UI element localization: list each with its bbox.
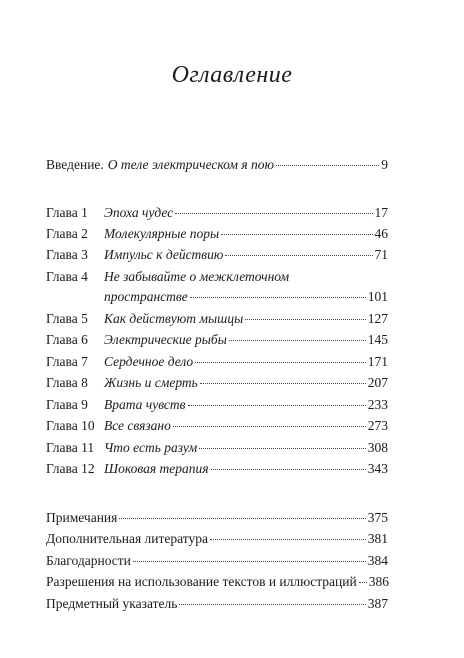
page-number: 387 — [367, 596, 388, 611]
page-number: 71 — [374, 247, 388, 262]
toc-entry-permissions[interactable] — [46, 573, 388, 590]
page-number: 375 — [367, 510, 388, 525]
page-number: 384 — [367, 553, 388, 568]
entry-title: Дополнительная литература — [46, 531, 208, 546]
toc-entry-further-reading[interactable] — [46, 530, 388, 547]
toc-entry-chapter-3[interactable] — [46, 246, 388, 263]
chapter-title: Электрические рыбы — [104, 332, 227, 347]
toc-entry-chapter-6[interactable] — [46, 331, 388, 348]
chapter-title: Молекулярные поры — [104, 226, 220, 241]
page-number: 343 — [367, 461, 388, 476]
dot-leader — [119, 518, 365, 519]
page-number: 9 — [381, 157, 388, 172]
chapter-label: Глава 12 — [46, 461, 95, 476]
dot-leader — [245, 319, 366, 320]
chapter-label: Глава 3 — [46, 247, 88, 262]
entry-title: Предметный указатель — [46, 596, 178, 611]
chapter-title: Все связано — [104, 418, 171, 433]
page-number: 233 — [367, 397, 388, 412]
page-number: 17 — [374, 205, 388, 220]
toc-entry-index[interactable] — [46, 595, 388, 612]
chapter-label: Глава 8 — [46, 375, 88, 390]
toc-entry-chapter-2[interactable] — [46, 225, 388, 242]
toc-entry-acknowledgements[interactable] — [46, 552, 388, 569]
toc-entry-intro[interactable] — [46, 156, 388, 173]
chapter-title: Врата чувств — [104, 397, 186, 412]
entry-title: Примечания — [46, 510, 118, 525]
chapter-label: Глава 9 — [46, 397, 88, 412]
dot-leader — [179, 604, 365, 605]
entry-title: Разрешения на использование текстов и иллюстраций — [46, 574, 357, 589]
dot-leader — [221, 234, 372, 235]
toc-entry-chapter-4[interactable] — [46, 268, 388, 285]
dot-leader — [195, 362, 366, 363]
toc-entry-chapter-8[interactable] — [46, 374, 388, 391]
dot-leader — [188, 405, 366, 406]
dot-leader — [210, 539, 366, 540]
intro-title: О теле электрическом я пою — [107, 157, 275, 172]
page-number: 381 — [367, 531, 388, 546]
toc-entry-chapter-1[interactable] — [46, 204, 388, 221]
chapter-title-line2: пространстве — [104, 289, 188, 304]
dot-leader — [276, 165, 379, 166]
dot-leader — [229, 340, 366, 341]
chapter-title: Эпоха чудес — [104, 205, 174, 220]
toc-entry-chapter-12[interactable] — [46, 460, 388, 477]
chapter-title: Шоковая терапия — [104, 461, 209, 476]
dot-leader — [199, 448, 366, 449]
chapter-label: Глава 11 — [46, 440, 95, 455]
dot-leader — [225, 255, 372, 256]
dot-leader — [211, 469, 366, 470]
chapter-label: Глава 10 — [46, 418, 95, 433]
entry-title: Благодарности — [46, 553, 131, 568]
toc-entry-chapter-4-continued[interactable] — [104, 288, 388, 305]
page-number: 101 — [367, 289, 388, 304]
chapter-title: Как действуют мышцы — [104, 311, 244, 326]
chapter-title: Жизнь и смерть — [104, 375, 198, 390]
dot-leader — [190, 297, 366, 298]
chapter-label: Глава 2 — [46, 226, 88, 241]
chapter-title-line1: Не забывайте о межклеточном — [104, 269, 290, 284]
chapter-label: Глава 6 — [46, 332, 88, 347]
toc-entry-chapter-7[interactable] — [46, 353, 388, 370]
page-number: 145 — [367, 332, 388, 347]
chapter-label: Глава 4 — [46, 269, 88, 284]
toc-entry-chapter-9[interactable] — [46, 396, 388, 413]
dot-leader — [200, 383, 366, 384]
intro-label: Введение. — [46, 157, 104, 172]
chapter-label: Глава 1 — [46, 205, 88, 220]
dot-leader — [173, 426, 366, 427]
toc-entry-chapter-10[interactable] — [46, 417, 388, 434]
toc-entry-chapter-5[interactable] — [46, 310, 388, 327]
chapter-title: Импульс к действию — [104, 247, 224, 262]
page-title: Оглавление — [171, 62, 293, 88]
toc-entry-notes[interactable] — [46, 509, 388, 526]
page-number: 308 — [367, 440, 388, 455]
chapter-label: Глава 7 — [46, 354, 88, 369]
page-number: 127 — [367, 311, 388, 326]
chapter-label: Глава 5 — [46, 311, 88, 326]
page-number: 273 — [367, 418, 388, 433]
chapter-title: Сердечное дело — [104, 354, 194, 369]
page-number: 46 — [374, 226, 388, 241]
dot-leader — [359, 582, 367, 583]
dot-leader — [175, 213, 372, 214]
page-number: 207 — [367, 375, 388, 390]
page-number: 386 — [368, 574, 389, 589]
toc-entry-chapter-11[interactable] — [46, 439, 388, 456]
page-number: 171 — [367, 354, 388, 369]
dot-leader — [133, 561, 366, 562]
chapter-title: Что есть разум — [104, 440, 198, 455]
